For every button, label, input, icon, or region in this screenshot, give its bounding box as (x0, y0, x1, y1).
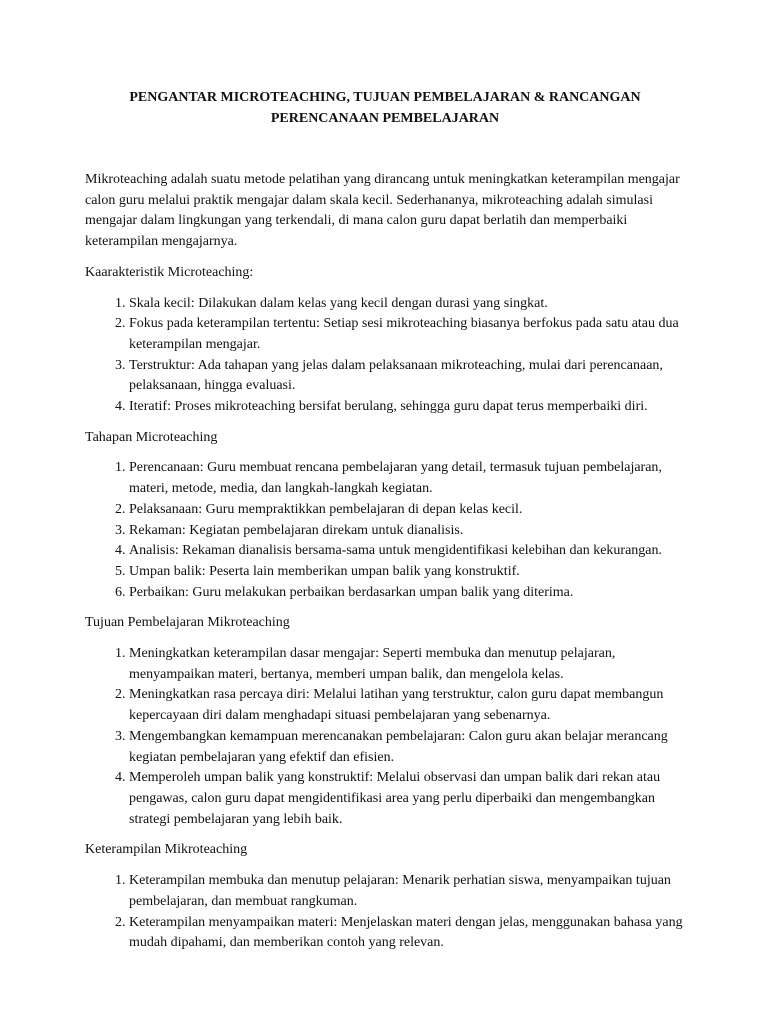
tujuan-list (85, 644, 685, 830)
section-heading-tujuan: Tujuan Pembelajaran Mikroteaching (85, 615, 290, 631)
list-item: 2. Meningkatkan rasa percaya diri: Melalui latihan yang terstruktur, calon guru dapat membangun kepercayaan diri dalam menghadapi situasi pembelajaran yang sebenarnya. (129, 685, 685, 726)
tahapan-list (85, 458, 685, 603)
list-item: 6. Perbaikan: Guru melakukan perbaikan berdasarkan umpan balik yang diterima. (129, 583, 685, 604)
list-item: 1. Perencanaan: Guru membuat rencana pembelajaran yang detail, termasuk tujuan pembelajaran, materi, metode, media, dan langkah-langkah kegiatan. (129, 458, 685, 499)
keterampilan-list (85, 871, 685, 954)
list-item: 1. Skala kecil: Dilakukan dalam kelas yang kecil dengan durasi yang singkat. (129, 294, 685, 315)
list-item: 2. Keterampilan menyampaikan materi: Menjelaskan materi dengan jelas, menggunakan bahasa yang mudah dipahami, dan memberikan contoh yang relevan. (129, 913, 685, 954)
document-title (85, 88, 685, 129)
list-item: 3. Terstruktur: Ada tahapan yang jelas dalam pelaksanaan mikroteaching, mulai dari perencanaan, pelaksanaan, hingga evaluasi. (129, 356, 685, 397)
document-title-line-2: PERENCANAAN PEMBELAJARAN (270, 110, 500, 126)
document-title-line-1: PENGANTAR MICROTEACHING, TUJUAN PEMBELAJARAN & RANCANGAN (129, 90, 641, 105)
list-item: 4. Analisis: Rekaman dianalisis bersama-sama untuk mengidentifikasi kelebihan dan kekurangan. (129, 541, 685, 562)
list-item: 4. Memperoleh umpan balik yang konstruktif: Melalui observasi dan umpan balik dari rekan atau pengawas, calon guru dapat mengidentifikasi area yang perlu diperbaiki dan mengembangkan strategi pembelajaran yang lebih baik. (129, 768, 685, 830)
section-heading-karakteristik: Kaarakteristik Microteaching: (85, 264, 254, 280)
section-heading-tahapan: Tahapan Microteaching (85, 429, 218, 445)
list-item: 1. Meningkatkan keterampilan dasar mengajar: Seperti membuka dan menutup pelajaran, menyampaikan materi, bertanya, memberi umpan balik, dan mengelola kelas. (129, 644, 685, 685)
document-body (85, 88, 685, 954)
section-heading-keterampilan: Keterampilan Mikroteaching (85, 842, 248, 858)
list-item: 5. Umpan balik: Peserta lain memberikan umpan balik yang konstruktif. (129, 562, 685, 583)
list-item: 3. Rekaman: Kegiatan pembelajaran direkam untuk dianalisis. (129, 521, 685, 542)
intro-paragraph: Mikroteaching adalah suatu metode pelatihan yang dirancang untuk meningkatkan keterampilan mengajar calon guru melalui praktik mengajar dalam skala kecil. Sederhananya, mikroteaching adalah simulasi mengajar dalam lingkungan yang terkendali, di mana calon guru dapat berlatih dan memperbaiki keterampilan mengajarnya. (85, 172, 680, 250)
karakteristik-list (85, 294, 685, 418)
list-item: 2. Pelaksanaan: Guru mempraktikkan pembelajaran di depan kelas kecil. (129, 500, 685, 521)
list-item: 3. Mengembangkan kemampuan merencanakan pembelajaran: Calon guru akan belajar merancang kegiatan pembelajaran yang efektif dan efisien. (129, 727, 685, 768)
list-item: 1. Keterampilan membuka dan menutup pelajaran: Menarik perhatian siswa, menyampaikan tujuan pembelajaran, dan membuat rangkuman. (129, 871, 685, 912)
list-item: 4. Iteratif: Proses mikroteaching bersifat berulang, sehingga guru dapat terus memperbaiki diri. (129, 397, 685, 418)
list-item: 2. Fokus pada keterampilan tertentu: Setiap sesi mikroteaching biasanya berfokus pada satu atau dua keterampilan mengajar. (129, 314, 685, 355)
